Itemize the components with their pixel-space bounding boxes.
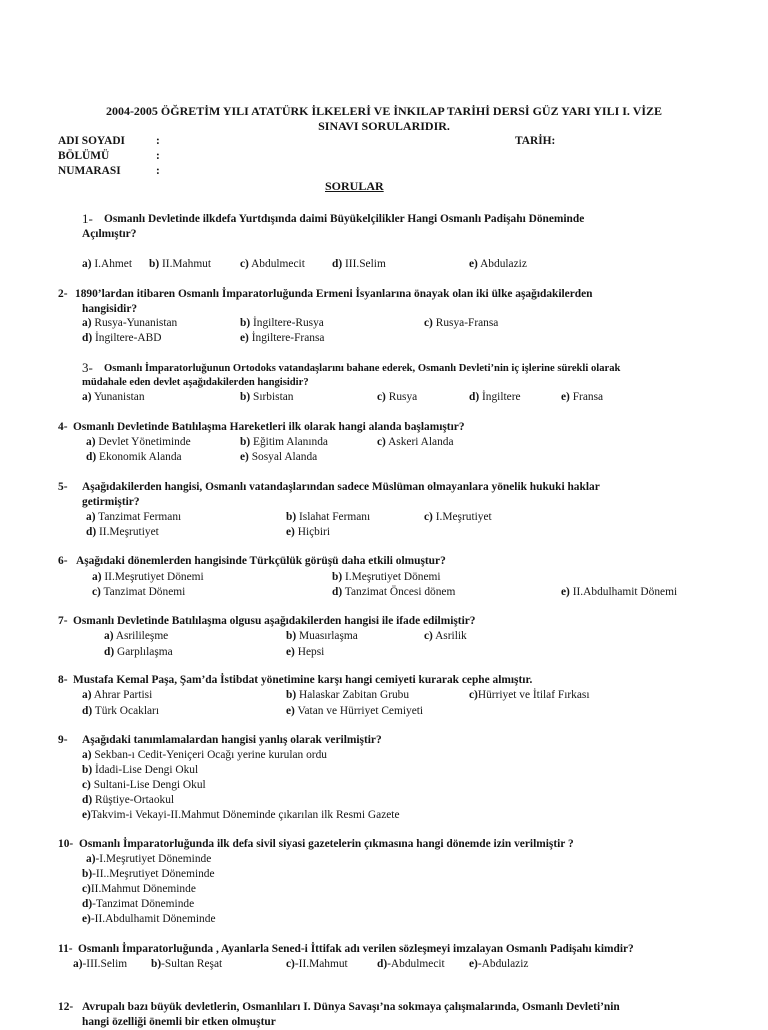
name-field-colon: : bbox=[156, 135, 160, 147]
question-8-option-e[interactable]: e) Vatan ve Hürriyet Cemiyeti bbox=[286, 705, 424, 717]
question-9-option-c[interactable]: c) Sultani-Lise Dengi Okul bbox=[82, 779, 206, 791]
question-7-number: 7- bbox=[58, 615, 68, 627]
question-12-text-line-2: hangi özelliği önemli bir etken olmuştur bbox=[82, 1016, 276, 1028]
question-5-option-b[interactable]: b) Islahat Fermanı bbox=[286, 511, 371, 523]
question-12-text-line-1: Avrupalı bazı büyük devletlerin, Osmanlıları I. Dünya Savaşı’na sokmaya çalışmalarında, Osmanlı Devleti’nin bbox=[82, 1001, 620, 1013]
question-6-option-e[interactable]: e) II.Abdulhamit Dönemi bbox=[561, 586, 678, 598]
question-9-option-a[interactable]: a) Sekban-ı Cedit-Yeniçeri Ocağı yerine kurulan ordu bbox=[82, 749, 327, 761]
question-6-option-a[interactable]: a) II.Meşrutiyet Dönemi bbox=[92, 571, 204, 583]
question-3-option-e[interactable]: e) Fransa bbox=[561, 391, 604, 403]
question-10-option-e[interactable]: e)-II.Abdulhamit Döneminde bbox=[82, 913, 216, 925]
question-1-text-line-2: Açılmıştır? bbox=[82, 228, 137, 240]
question-2-option-e[interactable]: e) İngiltere-Fransa bbox=[240, 332, 325, 344]
exam-title-line-1: 2004-2005 ÖĞRETİM YILI ATATÜRK İLKELERİ VE İNKILAP TARİHİ DERSİ GÜZ YARI YILI I. VİZE bbox=[105, 104, 663, 118]
department-field-label: BÖLÜMÜ bbox=[58, 150, 110, 162]
name-field-label: ADI SOYADI bbox=[58, 135, 125, 147]
question-8-number: 8- bbox=[58, 674, 68, 686]
question-2-option-b[interactable]: b) İngiltere-Rusya bbox=[240, 317, 324, 329]
question-3-text-line-1: Osmanlı İmparatorluğunun Ortodoks vatandaşlarını bahane ederek, Osmanlı Devleti’nin iç işlerine sürekli olarak bbox=[104, 363, 621, 374]
question-4-option-c[interactable]: c) Askeri Alanda bbox=[377, 436, 454, 448]
question-4-text-line-1: Osmanlı Devletinde Batılılaşma Hareketleri ilk olarak hangi alanda başlamıştır? bbox=[73, 421, 465, 433]
question-11-text-line-1: Osmanlı İmparatorluğunda , Ayanlarla Sened-i İttifak adı verilen sözleşmeyi imzalayan Osmanlı Padişahı kimdir? bbox=[78, 943, 634, 955]
question-10-number: 10- bbox=[58, 838, 74, 850]
question-5-option-c[interactable]: c) I.Meşrutiyet bbox=[424, 511, 492, 523]
question-6-option-b[interactable]: b) I.Meşrutiyet Dönemi bbox=[332, 571, 441, 583]
question-8-option-a[interactable]: a) Ahrar Partisi bbox=[82, 689, 153, 701]
question-3-option-a[interactable]: a) Yunanistan bbox=[82, 391, 145, 403]
question-1-option-c[interactable]: c) Abdulmecit bbox=[240, 258, 305, 270]
number-field-label: NUMARASI bbox=[58, 165, 121, 177]
question-8-option-c[interactable]: c)Hürriyet ve İtilaf Fırkası bbox=[469, 689, 590, 701]
question-5-option-e[interactable]: e) Hiçbiri bbox=[286, 526, 330, 538]
question-2-text-line-2: hangisidir? bbox=[82, 303, 138, 315]
question-7-option-d[interactable]: d) Garplılaşma bbox=[104, 646, 173, 658]
question-10-option-b[interactable]: b)-II..Meşrutiyet Döneminde bbox=[82, 868, 215, 880]
question-4-option-a[interactable]: a) Devlet Yönetiminde bbox=[86, 436, 191, 448]
question-4-option-d[interactable]: d) Ekonomik Alanda bbox=[86, 451, 182, 463]
question-10-option-c[interactable]: c)II.Mahmut Döneminde bbox=[82, 883, 196, 895]
question-3-option-c[interactable]: c) Rusya bbox=[377, 391, 418, 403]
question-2-option-d[interactable]: d) İngiltere-ABD bbox=[82, 332, 162, 344]
question-1-number: 1- bbox=[82, 211, 93, 226]
exam-title-line-2: SINAVI SORULARIDIR. bbox=[318, 119, 450, 133]
number-field-colon: : bbox=[156, 165, 160, 177]
question-1-option-b[interactable]: b) II.Mahmut bbox=[149, 258, 212, 270]
question-9-option-d[interactable]: d) Rüştiye-Ortaokul bbox=[82, 794, 175, 806]
question-5-text-line-2: getirmiştir? bbox=[82, 496, 140, 508]
question-11-option-c[interactable]: c)-II.Mahmut bbox=[286, 958, 348, 970]
question-8-text-line-1: Mustafa Kemal Paşa, Şam’da İstibdat yönetimine karşı hangi cemiyeti kurarak cephe almıştır. bbox=[73, 674, 533, 686]
question-11-number: 11- bbox=[58, 943, 73, 955]
question-1-option-d[interactable]: d) III.Selim bbox=[332, 258, 386, 270]
question-8-option-b[interactable]: b) Halaskar Zabitan Grubu bbox=[286, 689, 410, 701]
question-7-option-b[interactable]: b) Muasırlaşma bbox=[286, 630, 358, 642]
question-2-number: 2- bbox=[58, 288, 68, 300]
question-6-text-line-1: Aşağıdaki dönemlerden hangisinde Türkçülük görüşü daha etkili olmuştur? bbox=[76, 555, 446, 567]
question-9-number: 9- bbox=[58, 734, 68, 746]
question-4-option-b[interactable]: b) Eğitim Alanında bbox=[240, 436, 328, 448]
question-10-text-line-1: Osmanlı İmparatorluğunda ilk defa sivil siyasi gazetelerin çıkmasına hangi dönemde izin verilmiştir ? bbox=[79, 838, 574, 850]
question-1-text-line-1: Osmanlı Devletinde ilkdefa Yurtdışında daimi Büyükelçilikler Hangi Osmanlı Padişahı Döneminde bbox=[104, 213, 585, 225]
question-9-text-line-1: Aşağıdaki tanımlamalardan hangisi yanlış olarak verilmiştir? bbox=[82, 734, 382, 746]
department-field-colon: : bbox=[156, 150, 160, 162]
question-5-number: 5- bbox=[58, 481, 68, 493]
question-11-option-d[interactable]: d)-Abdulmecit bbox=[377, 958, 445, 970]
question-6-option-d[interactable]: d) Tanzimat Öncesi dönem bbox=[332, 586, 456, 598]
question-2-text-line-1: 1890’lardan itibaren Osmanlı İmparatorluğunda Ermeni İsyanlarına önayak olan iki ülke aşağıdakilerden bbox=[75, 288, 593, 300]
question-6-number: 6- bbox=[58, 555, 68, 567]
question-10-option-d[interactable]: d)-Tanzimat Döneminde bbox=[82, 898, 195, 910]
question-12-number: 12- bbox=[58, 1001, 74, 1013]
question-11-option-a[interactable]: a)-III.Selim bbox=[73, 958, 128, 970]
question-4-option-e[interactable]: e) Sosyal Alanda bbox=[240, 451, 318, 463]
question-8-option-d[interactable]: d) Türk Ocakları bbox=[82, 705, 159, 717]
question-3-text-line-2: müdahale eden devlet aşağıdakilerden hangisidir? bbox=[82, 377, 309, 388]
question-7-option-e[interactable]: e) Hepsi bbox=[286, 646, 325, 658]
question-2-option-a[interactable]: a) Rusya-Yunanistan bbox=[82, 317, 178, 329]
question-3-option-b[interactable]: b) Sırbistan bbox=[240, 391, 294, 403]
question-7-option-c[interactable]: c) Asrilik bbox=[424, 630, 467, 642]
date-field-label: TARİH: bbox=[515, 135, 556, 147]
question-1-option-e[interactable]: e) Abdulaziz bbox=[469, 258, 527, 270]
question-5-text-line-1: Aşağıdakilerden hangisi, Osmanlı vatandaşlarından sadece Müslüman olmayanlara yönelik hukuki haklar bbox=[82, 481, 600, 493]
question-9-option-b[interactable]: b) İdadi-Lise Dengi Okul bbox=[82, 764, 199, 776]
question-7-option-a[interactable]: a) Asrilileşme bbox=[104, 630, 169, 642]
question-9-option-e[interactable]: e)Takvim-i Vekayi-II.Mahmut Döneminde çıkarılan ilk Resmi Gazete bbox=[82, 809, 400, 821]
question-4-number: 4- bbox=[58, 421, 68, 433]
question-10-option-a[interactable]: a)-I.Meşrutiyet Döneminde bbox=[86, 853, 212, 865]
section-title: SORULAR bbox=[325, 179, 384, 193]
question-7-text-line-1: Osmanlı Devletinde Batılılaşma olgusu aşağıdakilerden hangisi ile ifade edilmiştir? bbox=[73, 615, 476, 627]
question-11-option-b[interactable]: b)-Sultan Reşat bbox=[151, 958, 223, 970]
question-11-option-e[interactable]: e)-Abdulaziz bbox=[469, 958, 529, 970]
question-5-option-a[interactable]: a) Tanzimat Fermanı bbox=[86, 511, 182, 523]
question-2-option-c[interactable]: c) Rusya-Fransa bbox=[424, 317, 499, 329]
question-5-option-d[interactable]: d) II.Meşrutiyet bbox=[86, 526, 159, 538]
question-3-number: 3- bbox=[82, 360, 93, 375]
question-6-option-c[interactable]: c) Tanzimat Dönemi bbox=[92, 586, 186, 598]
question-1-option-a[interactable]: a) I.Ahmet bbox=[82, 258, 133, 270]
question-3-option-d[interactable]: d) İngiltere bbox=[469, 391, 521, 403]
